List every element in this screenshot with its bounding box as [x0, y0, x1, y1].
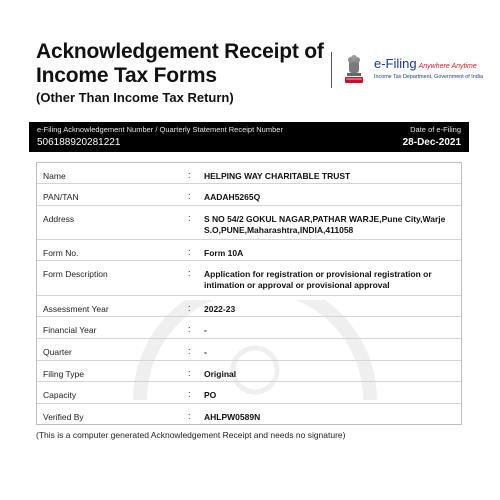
table-row — [37, 361, 461, 382]
row-separator: : — [188, 213, 191, 223]
row-value: PO — [204, 390, 217, 400]
row-value: Form 10A — [204, 248, 244, 258]
row-label: Form Description — [43, 269, 108, 279]
efiling-name: e-Filing — [374, 56, 417, 71]
row-label: Verified By — [43, 412, 84, 422]
page-subtitle: (Other Than Income Tax Return) — [36, 90, 234, 105]
row-value: Original — [204, 369, 237, 379]
table-row — [37, 339, 461, 361]
table-row — [37, 261, 461, 296]
table-row — [37, 206, 461, 240]
row-value: - — [204, 325, 207, 335]
row-separator: : — [188, 191, 191, 201]
row-value: AADAH5265Q — [204, 192, 261, 202]
footer-note: (This is a computer generated Acknowledgement Receipt and needs no signature) — [36, 430, 346, 440]
row-label: Form No. — [43, 248, 79, 258]
row-separator: : — [188, 324, 191, 334]
filing-date-label: Date of e-Filing — [410, 125, 461, 134]
row-label: Address — [43, 214, 75, 224]
table-row — [37, 163, 461, 184]
filing-date-value: 28-Dec-2021 — [402, 137, 461, 148]
table-row — [37, 184, 461, 206]
acknowledgement-banner — [29, 122, 469, 152]
row-label: Financial Year — [43, 325, 97, 335]
row-separator: : — [188, 389, 191, 399]
row-value: 2022-23 — [204, 304, 236, 314]
ack-number-value: 506188920281221 — [37, 137, 121, 148]
efiling-tagline: Anywhere Anytime — [418, 63, 477, 70]
row-separator: : — [188, 247, 191, 257]
efiling-logo — [340, 52, 490, 92]
ack-number-label: e-Filing Acknowledgement Number / Quarterly Statement Receipt Number — [37, 125, 283, 134]
row-value: - — [204, 347, 207, 357]
row-value: S NO 54/2 GOKUL NAGAR,PATHAR WARJE,Pune City,Warje S.O,PUNE,Maharashtra,INDIA,411058 — [204, 214, 446, 235]
row-value: HELPING WAY CHARITABLE TRUST — [204, 171, 351, 181]
row-label: PAN/TAN — [43, 192, 79, 202]
header — [36, 40, 326, 105]
row-separator: : — [188, 411, 191, 421]
row-label: Assessment Year — [43, 304, 109, 314]
department-name: Income Tax Department, Government of India — [374, 74, 483, 80]
row-label: Name — [43, 171, 66, 181]
row-label: Quarter — [43, 347, 72, 357]
row-separator: : — [188, 368, 191, 378]
table-row — [37, 382, 461, 404]
table-row — [37, 404, 461, 424]
logo-divider — [331, 52, 332, 88]
table-row — [37, 317, 461, 339]
table-row — [37, 240, 461, 261]
national-emblem-icon — [340, 54, 368, 86]
row-value: AHLPW0589N — [204, 412, 261, 422]
details-table — [36, 162, 462, 425]
row-label: Filing Type — [43, 369, 84, 379]
efiling-brand — [374, 56, 477, 71]
row-label: Capacity — [43, 390, 77, 400]
page-title: Acknowledgement Receipt of Income Tax Forms — [36, 40, 324, 87]
table-row — [37, 296, 461, 317]
row-separator: : — [188, 303, 191, 313]
row-value: Application for registration or provisional registration or intimation or approval or provisional approval — [204, 269, 432, 290]
row-separator: : — [188, 346, 191, 356]
row-separator: : — [188, 170, 191, 180]
row-separator: : — [188, 268, 191, 278]
